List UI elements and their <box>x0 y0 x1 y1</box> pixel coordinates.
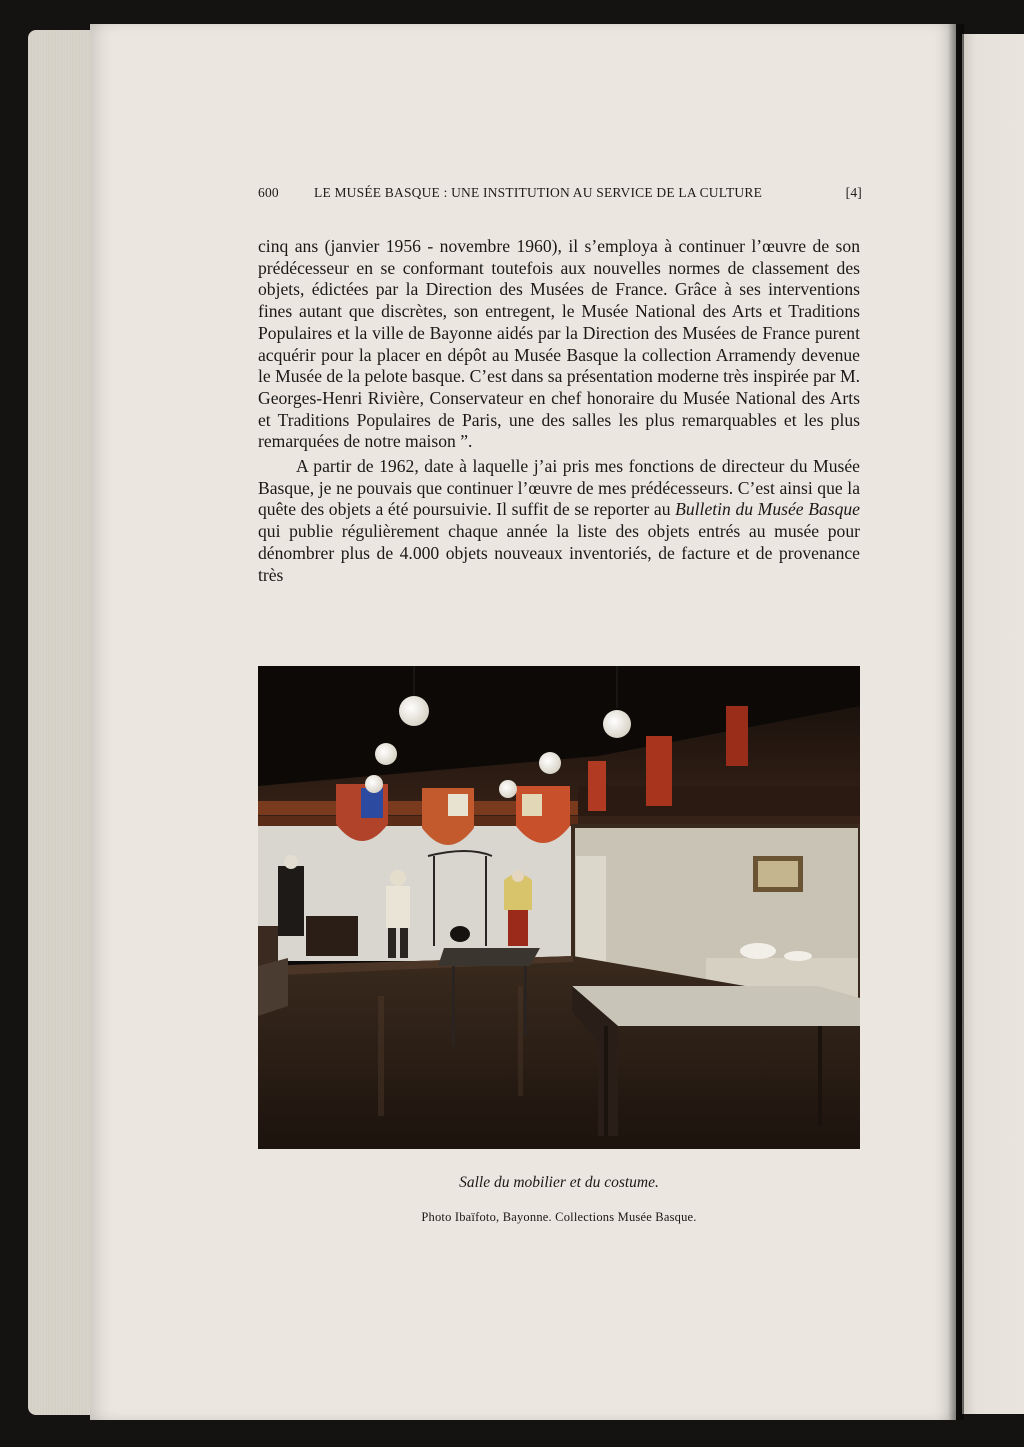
figure-caption: Salle du mobilier et du costume. <box>459 1174 659 1191</box>
photo-credit: Photo Ibaïfoto, Bayonne. Collections Musée Basque. <box>421 1210 697 1224</box>
page-number: 600 <box>258 185 279 200</box>
facing-page-edge <box>962 34 1024 1414</box>
running-title: LE MUSÉE BASQUE : UNE INSTITUTION AU SERVICE DE LA CULTURE <box>314 185 763 200</box>
museum-photo <box>258 666 860 1149</box>
bulletin-title: Bulletin du Musée Basque <box>675 499 860 520</box>
paragraph-2 <box>258 456 860 586</box>
spine-shadow <box>948 24 964 1420</box>
section-number: [4] <box>845 185 862 200</box>
running-head <box>258 183 862 205</box>
paragraph-2-after: qui publie régulièrement chaque année la liste des objets entrés au musée pour dénombrer plus de 4.000 objets nouveaux inventoriés, de facture et de provenance très <box>258 521 860 585</box>
paragraph-1: cinq ans (janvier 1956 - novembre 1960), il s’employa à continuer l’œuvre de son prédécesseur en se conformant toutefois aux nouvelles normes de classement des objets, édictées par la Direction des Musées de France. Grâce à ses interventions fines autant que discrètes, son entregent, le Musée National des Arts et Traditions Populaires et la ville de Bayonne aidés par la Direction des Musées de France purent acquérir pour la placer en dépôt au Musée Basque la collection Arramendy devenue le Musée de la pelote basque. C’est dans sa présentation moderne très inspirée par M. Georges-Henri Rivière, Conservateur en chef honoraire du Musée National des Arts et Traditions Populaires de Paris, une des salles les plus remarquables et les plus remarquées de notre maison ”. <box>258 236 860 452</box>
body-text <box>258 236 860 586</box>
paragraph-2-before: A partir de 1962, date à laquelle j’ai pris mes fonctions de directeur du Musée Basque, je ne pouvais que continuer l’œuvre de mes prédécesseurs. C’est ainsi que la quête des objets a été poursuivie. Il suffit de se reporter au <box>258 456 860 520</box>
